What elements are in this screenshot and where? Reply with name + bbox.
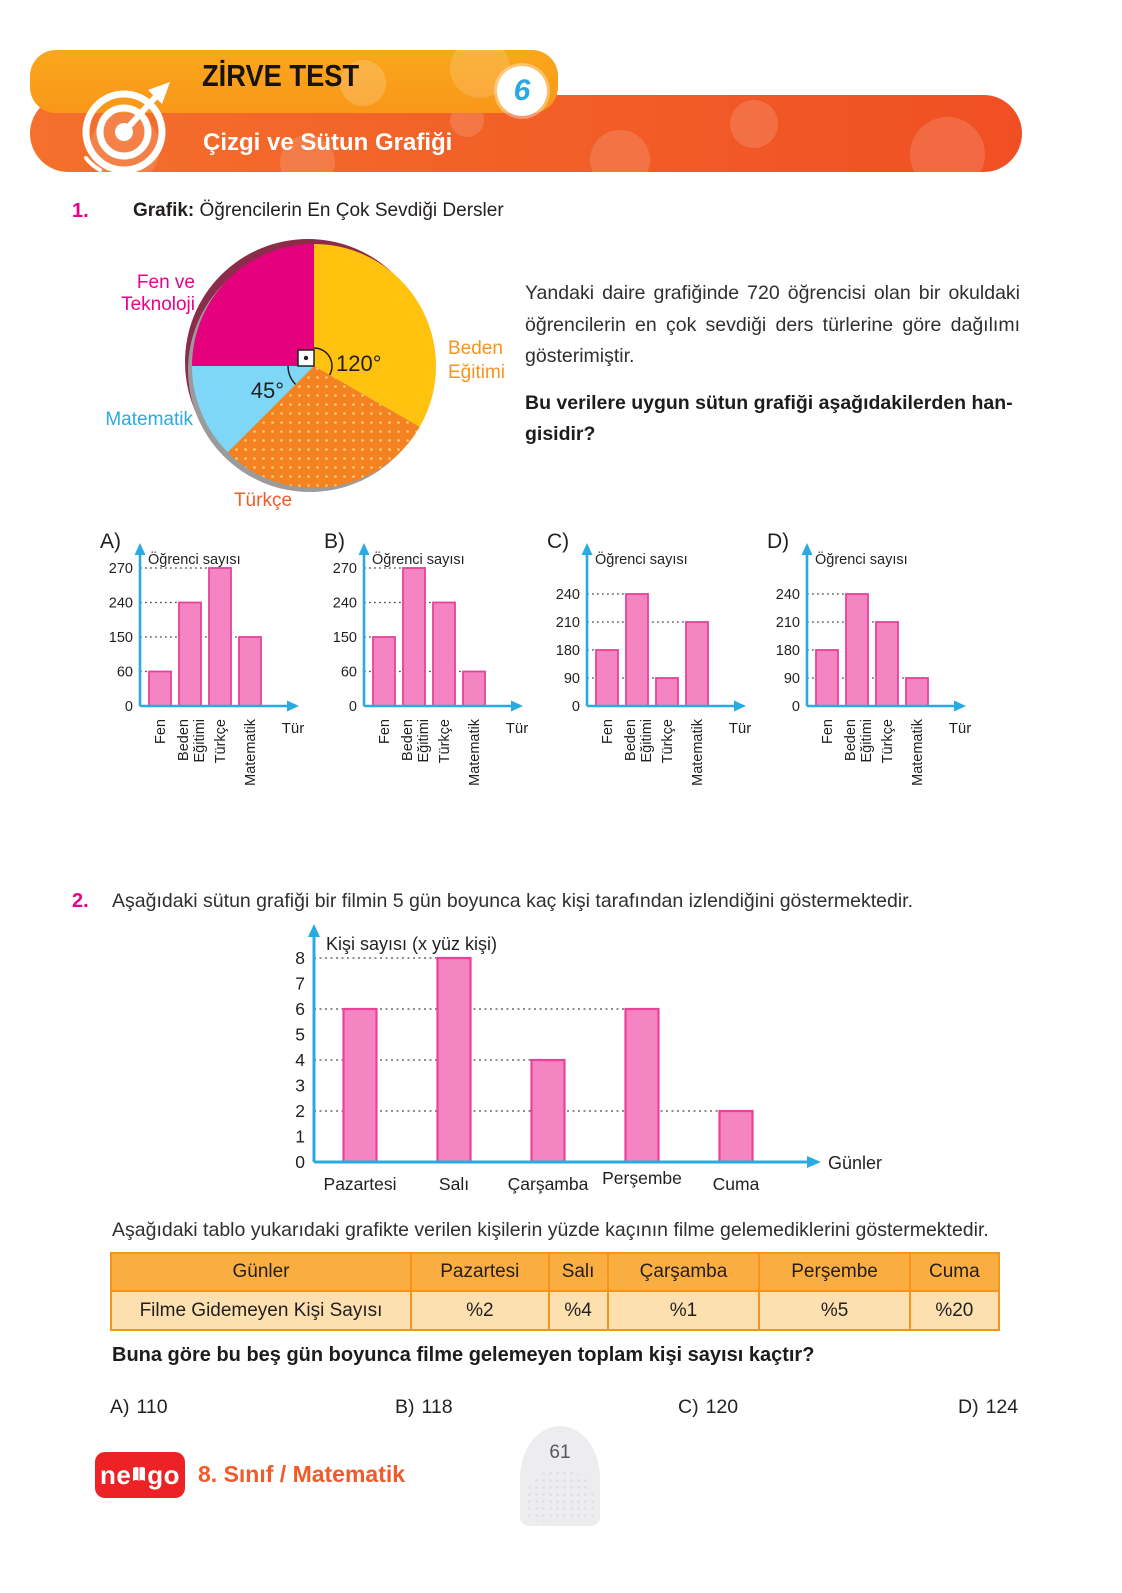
option-letter: A) (110, 1396, 130, 1418)
svg-text:0: 0 (348, 699, 357, 715)
table-row-label: Filme Gidemeyen Kişi Sayısı (111, 1291, 411, 1330)
svg-text:240: 240 (332, 595, 357, 612)
option-a-chart (100, 530, 315, 822)
svg-text:Fen: Fen (153, 719, 169, 744)
decorative-bubble (910, 117, 985, 172)
option-letter: D) (958, 1396, 979, 1418)
svg-text:1: 1 (295, 1126, 305, 1147)
svg-text:8: 8 (295, 948, 305, 968)
q2-bar-chart (272, 918, 912, 1223)
table-header-cell: Günler (111, 1253, 411, 1291)
svg-text:0: 0 (295, 1152, 305, 1172)
table-data-cell: %5 (759, 1291, 909, 1330)
table-data-cell: %1 (608, 1291, 760, 1330)
q1-question (525, 388, 1020, 450)
svg-text:5: 5 (295, 1024, 305, 1045)
svg-text:210: 210 (555, 615, 580, 631)
book-icon (132, 1465, 146, 1485)
q2-question: Buna göre bu beş gün boyunca filme gelemeyen toplam kişi sayısı kaçtır? (112, 1344, 815, 1366)
svg-text:Teknoloji: Teknoloji (121, 294, 195, 315)
svg-text:Fen: Fen (377, 719, 393, 744)
table-header-cell: Çarşamba (608, 1253, 760, 1291)
target-dart-icon (78, 80, 178, 185)
svg-text:Beden: Beden (448, 338, 503, 359)
svg-text:120°: 120° (336, 351, 382, 376)
test-title: ZİRVE TEST (202, 58, 360, 93)
svg-text:6: 6 (295, 999, 305, 1019)
svg-text:90: 90 (783, 671, 800, 687)
svg-text:210: 210 (775, 615, 800, 631)
svg-text:Fen ve: Fen ve (136, 272, 195, 293)
svg-text:240: 240 (775, 587, 800, 603)
svg-text:Cuma: Cuma (712, 1174, 760, 1194)
option-letter: B) (395, 1396, 415, 1418)
svg-text:Beden: Beden (623, 719, 639, 761)
svg-text:Pazartesi: Pazartesi (323, 1174, 397, 1194)
svg-text:Öğrenci sayısı: Öğrenci sayısı (148, 552, 241, 568)
bubble-texture (526, 1470, 594, 1522)
q2-answer-options (0, 1396, 1122, 1424)
svg-text:270: 270 (108, 561, 133, 577)
svg-text:Beden: Beden (400, 719, 416, 761)
table-header-cell: Salı (549, 1253, 608, 1291)
svg-text:Matematik: Matematik (467, 719, 483, 786)
q2-option-c (678, 1396, 738, 1419)
table-data-cell: %4 (549, 1291, 608, 1330)
svg-text:2: 2 (295, 1101, 305, 1121)
svg-text:0: 0 (571, 699, 580, 715)
q1-chart-title-text: Öğrencilerin En Çok Sevdiği Dersler (199, 200, 504, 221)
q1-chart-title (133, 200, 504, 222)
test-number-badge (497, 66, 547, 116)
svg-text:90: 90 (563, 671, 580, 687)
svg-text:Türkçe: Türkçe (660, 719, 676, 764)
test-subtitle: Çizgi ve Sütun Grafiği (203, 129, 453, 156)
decorative-bubble (590, 130, 650, 172)
table-data-cell: %20 (910, 1291, 999, 1330)
svg-text:0: 0 (124, 699, 133, 715)
q2-option-d (958, 1396, 1018, 1419)
svg-text:Öğrenci sayısı: Öğrenci sayısı (372, 552, 465, 568)
option-d-letter: D) (767, 530, 790, 553)
svg-text:7: 7 (295, 973, 305, 994)
svg-text:Fen: Fen (820, 719, 836, 744)
table-data-cell: %2 (411, 1291, 549, 1330)
svg-text:150: 150 (332, 630, 357, 646)
svg-text:Tür: Tür (948, 720, 972, 737)
svg-text:0: 0 (791, 699, 800, 715)
q2-intro: Aşağıdaki sütun grafiği bir filmin 5 gün boyunca kaç kişi tarafından izlendiğini göstermektedir. (112, 890, 914, 912)
q2-option-b (395, 1396, 453, 1419)
q2-table-caption: Aşağıdaki tablo yukarıdaki grafikte verilen kişilerin yüzde kaçının filme gelemediklerini göstermektedir. (112, 1219, 989, 1241)
page-number: 61 (549, 1442, 571, 1463)
svg-text:60: 60 (116, 664, 133, 681)
option-b-chart (324, 530, 539, 822)
table-data-row (111, 1291, 999, 1330)
q1-number: 1. (72, 200, 89, 222)
option-c-letter: C) (547, 530, 570, 553)
svg-text:180: 180 (555, 643, 580, 659)
svg-text:45°: 45° (250, 378, 284, 403)
option-value: 118 (421, 1396, 453, 1418)
page-number-bubble (520, 1426, 600, 1526)
svg-text:Eğitimi: Eğitimi (448, 362, 506, 383)
logo-text-right: go (147, 1459, 181, 1490)
table-header-cell: Pazartesi (411, 1253, 549, 1291)
svg-text:Salı: Salı (438, 1174, 470, 1194)
svg-text:Eğitimi: Eğitimi (416, 719, 432, 763)
svg-text:Tür: Tür (281, 720, 305, 737)
table-header-cell: Cuma (910, 1253, 999, 1291)
svg-text:Tür: Tür (505, 720, 529, 737)
svg-text:60: 60 (340, 664, 357, 681)
footer-caption: 8. Sınıf / Matematik (198, 1461, 406, 1487)
svg-text:Türkçe: Türkçe (880, 719, 896, 764)
svg-text:Perşembe: Perşembe (602, 1168, 682, 1188)
svg-text:Günler: Günler (828, 1153, 883, 1173)
q2-table (110, 1252, 1000, 1331)
decorative-bubble (730, 100, 778, 148)
logo-text-left: ne (99, 1459, 132, 1490)
q1-paragraph: Yandaki daire grafiğinde 720 öğrencisi olan bir okuldaki öğrencilerin en çok sevdiği ders türlerine göre dağılımı gösterimiştir. (525, 282, 1020, 368)
svg-text:180: 180 (775, 643, 800, 659)
publisher-logo (95, 1452, 185, 1498)
table-header-cell: Perşembe (759, 1253, 909, 1291)
svg-text:4: 4 (295, 1050, 305, 1070)
option-value: 120 (705, 1396, 739, 1418)
q2-option-a (110, 1396, 168, 1419)
svg-text:Türkçe: Türkçe (213, 719, 229, 764)
svg-text:Eğitimi: Eğitimi (192, 719, 208, 763)
svg-text:Matematik: Matematik (910, 719, 926, 786)
svg-text:Türkçe: Türkçe (437, 719, 453, 764)
svg-text:240: 240 (108, 595, 133, 612)
test-number: 6 (513, 74, 531, 107)
svg-text:Eğitimi: Eğitimi (859, 719, 875, 763)
svg-text:Fen: Fen (600, 719, 616, 744)
svg-text:Çarşamba: Çarşamba (507, 1174, 589, 1194)
option-letter: C) (678, 1396, 699, 1418)
q2-number: 2. (72, 890, 89, 912)
svg-text:Eğitimi: Eğitimi (639, 719, 655, 763)
svg-text:Matematik: Matematik (105, 409, 193, 430)
svg-text:3: 3 (295, 1075, 305, 1096)
q1-question-line1: Bu verilere uygun sütun grafiği aşağıdakilerden han- (525, 392, 1013, 414)
option-d-chart (767, 530, 982, 822)
table-header-row (111, 1253, 999, 1291)
svg-text:Beden: Beden (176, 719, 192, 761)
svg-text:Öğrenci sayısı: Öğrenci sayısı (595, 552, 688, 568)
q1-chart-title-label: Grafik: (133, 200, 195, 221)
option-c-chart (547, 530, 762, 822)
svg-text:Öğrenci sayısı: Öğrenci sayısı (815, 552, 908, 568)
svg-text:Kişi sayısı (x yüz kişi): Kişi sayısı (x yüz kişi) (326, 934, 498, 954)
svg-text:240: 240 (555, 587, 580, 603)
option-value: 110 (136, 1396, 168, 1418)
svg-text:270: 270 (332, 561, 357, 577)
q1-pie-chart (90, 222, 560, 539)
svg-text:Matematik: Matematik (690, 719, 706, 786)
svg-text:Türkçe: Türkçe (233, 490, 293, 511)
svg-text:Beden: Beden (843, 719, 859, 761)
svg-text:Matematik: Matematik (243, 719, 259, 786)
q1-question-line2: gisidir? (525, 423, 596, 446)
svg-text:Tür: Tür (728, 720, 752, 737)
option-a-letter: A) (100, 530, 121, 553)
option-b-letter: B) (324, 530, 345, 553)
option-value: 124 (985, 1396, 1019, 1418)
svg-text:150: 150 (108, 630, 133, 646)
